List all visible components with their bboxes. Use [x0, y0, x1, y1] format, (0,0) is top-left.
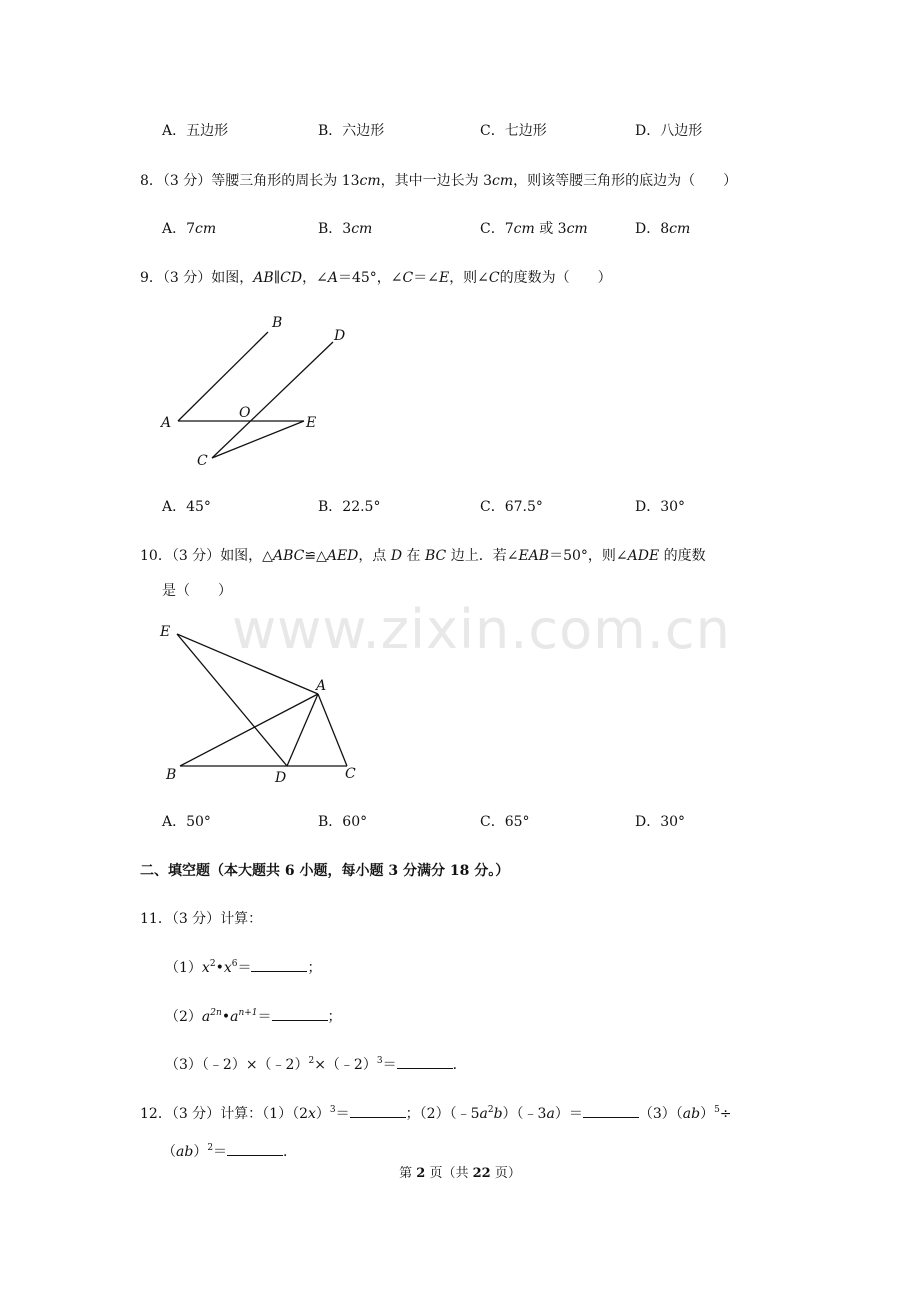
q10-segment-ea — [177, 634, 318, 694]
q9-segment-ce — [212, 421, 304, 458]
q11-stem: 11．（3 分）计算： — [140, 911, 263, 927]
q9-option-c[interactable]: C．67.5° — [480, 499, 543, 515]
page-footer: 第 2 页（共 22 页） — [399, 1166, 521, 1181]
q11-part-1: $(1)x^2•x^6=$ ； — [165, 959, 322, 976]
q7-option-c[interactable]: C．七边形 — [480, 123, 547, 139]
q10-segment-ed — [177, 634, 287, 766]
q9-label-d: D — [334, 328, 346, 344]
q11-part-2-answer-blank[interactable] — [272, 1008, 328, 1021]
q9-option-b[interactable]: B．22.5° — [318, 499, 381, 515]
q9-figure — [150, 305, 370, 475]
q10-label-c: C — [345, 766, 356, 782]
q10-segment-ad — [287, 694, 318, 766]
section-2-heading: 二、填空题（本大题共 6 小题，每小题 3 分满分 18 分。） — [140, 863, 510, 879]
q10-stem-line2: 是（ ） — [162, 583, 232, 599]
q8-option-b[interactable]: B．3cm — [318, 221, 373, 237]
q10-label-d: D — [275, 770, 287, 786]
q9-label-a: A — [161, 415, 172, 431]
q11-part-3: （3）（﹣2）×（﹣2）$^2$×（﹣2）$^3$＝ ． — [165, 1056, 467, 1073]
q10-label-a: A — [316, 678, 327, 694]
q12-part-2-answer-blank[interactable] — [583, 1105, 639, 1118]
q10-option-b[interactable]: B．60° — [318, 814, 368, 830]
q10-option-a[interactable]: A．50° — [162, 814, 211, 830]
q9-segment-cd — [212, 342, 333, 458]
q11-part-1-answer-blank[interactable] — [251, 959, 307, 972]
q10-label-e: E — [160, 624, 171, 640]
q12-stem: 12．（3 分）计算：$(1)(2x)^3=$ ；$(2)(﹣5a^2b)(﹣3a)= (3)(ab)^5\div$ — [140, 1105, 732, 1122]
q10-option-c[interactable]: C．65° — [480, 814, 530, 830]
q10-option-d[interactable]: D．30° — [635, 814, 686, 830]
q7-option-b[interactable]: B．六边形 — [318, 123, 385, 139]
q12-part-1-answer-blank[interactable] — [350, 1105, 406, 1118]
q8-stem: 8．（3 分）等腰三角形的周长为 13cm，其中一边长为 3cm，则该等腰三角形的底边为（ ） — [140, 173, 738, 189]
q9-stem: 9．（3 分）如图，AB∥CD，∠A＝45°，∠C＝∠E，则∠C的度数为（ ） — [140, 270, 612, 286]
q12-part-3-answer-blank[interactable] — [227, 1143, 283, 1156]
q9-label-e: E — [306, 415, 317, 431]
page-number: 2 — [416, 1166, 426, 1181]
q8-option-d[interactable]: D．8cm — [635, 221, 691, 237]
watermark: www.zixin.com.cn — [232, 598, 731, 661]
q9-option-a[interactable]: A．45° — [162, 499, 211, 515]
q8-option-c[interactable]: C．7cm 或 3cm — [480, 221, 588, 237]
page-total: 22 — [472, 1166, 491, 1181]
q9-segment-ab — [178, 332, 268, 421]
q9-label-b: B — [272, 315, 283, 331]
q9-label-c: C — [197, 453, 208, 469]
q9-label-o: O — [239, 405, 251, 421]
q12-stem-line2: （ab）$^2$＝ ． — [162, 1143, 298, 1160]
q10-segment-ac — [318, 694, 347, 766]
q11-part-3-answer-blank[interactable] — [397, 1056, 453, 1069]
q11-part-2: $(2)a^{2n}•a^{n+1}=$ ； — [165, 1008, 342, 1025]
q10-figure — [150, 618, 380, 793]
q10-stem: 10．（3 分）如图，△ABC≌△AED，点 D 在 BC 边上．若∠EAB＝50°，则∠ADE 的度数 — [140, 548, 706, 564]
q10-label-b: B — [166, 767, 177, 783]
q7-option-d[interactable]: D．八边形 — [635, 123, 703, 139]
q8-option-a[interactable]: A．7cm — [162, 221, 217, 237]
q9-option-d[interactable]: D．30° — [635, 499, 686, 515]
q10-segment-ba — [180, 694, 318, 766]
q7-option-a[interactable]: A．五边形 — [162, 123, 229, 139]
